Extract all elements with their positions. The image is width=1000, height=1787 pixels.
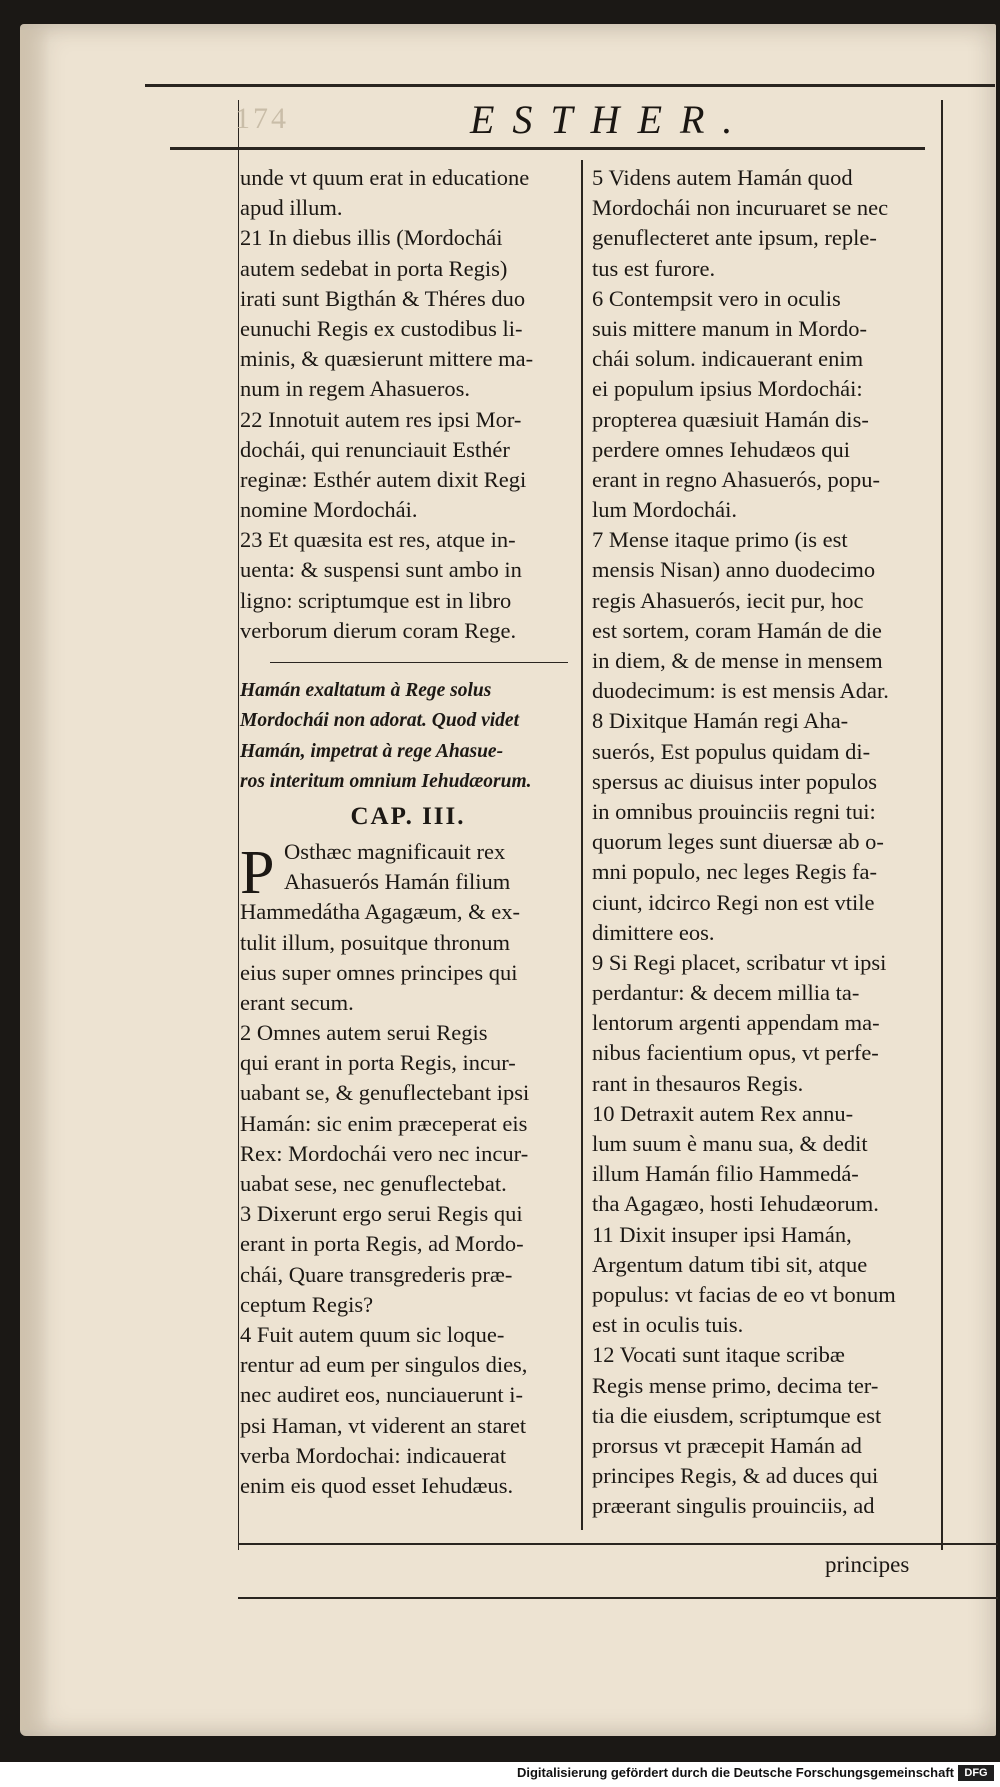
text-line: tus est furore. [592, 255, 716, 281]
chapter-summary-line: Hamán exaltatum à Rege solus [240, 680, 492, 702]
left-margin-rule [238, 100, 239, 1550]
text-line: 21 In diebus illis (Mordochái [240, 225, 503, 251]
catchword-rule [238, 1597, 998, 1599]
text-line: est sortem, coram Hamán de die [592, 617, 882, 643]
text-line: lum Mordochái. [592, 497, 737, 523]
text-line: nec audiret eos, nunciauerunt i- [240, 1382, 524, 1408]
text-line: 8 Dixitque Hamán regi Aha- [592, 708, 849, 734]
text-line: genuflecteret ante ipsum, reple- [592, 225, 877, 251]
text-line: mensis Nisan) anno duodecimo [592, 557, 876, 583]
text-line: nomine Mordochái. [240, 497, 418, 523]
text-line: ei populum ipsius Mordochái: [592, 376, 863, 402]
text-line: est in oculis tuis. [592, 1312, 744, 1338]
text-line: in omnibus prouinciis regni tui: [592, 798, 876, 824]
column-divider [581, 160, 583, 1530]
chapter-summary-line: Mordochái non adorat. Quod videt [240, 710, 519, 732]
text-line: uenta: & suspensi sunt ambo in [240, 557, 522, 583]
text-line: in diem, & de mense in mensem [592, 648, 883, 673]
text-line: quorum leges sunt diuersæ ab o- [592, 829, 884, 855]
text-line: Mordochái non incuruaret se nec [592, 195, 889, 221]
page-number: 174 [235, 102, 289, 135]
text-line: autem sedebat in porta Regis) [240, 255, 508, 281]
text-line: ligno: scriptumque est in libro [240, 587, 512, 613]
text-line: dimittere eos. [592, 919, 715, 945]
text-line: Ahasuerós Hamán filium [284, 869, 511, 895]
footer-rule [238, 1543, 998, 1545]
text-line: chái, Quare transgrederis præ- [240, 1261, 513, 1287]
text-line: tulit illum, posuitque thronum [240, 929, 510, 955]
text-line: principes Regis, & ad duces qui [592, 1463, 879, 1489]
text-line: Hamán: sic enim præceperat eis [240, 1110, 528, 1136]
text-line: perdere omnes Iehudæos qui [592, 436, 851, 462]
text-line: 10 Detraxit autem Rex annu- [592, 1100, 854, 1126]
text-line: prorsus vt præcepit Hamán ad [592, 1432, 862, 1458]
text-line: 7 Mense itaque primo (is est [592, 527, 848, 553]
text-line: chái solum. indicauerant enim [592, 346, 864, 372]
right-column [592, 163, 937, 1521]
text-line: præerant singulis prouinciis, ad [592, 1493, 875, 1519]
chapter-summary-line: ros interitum omnium Iehudæorum. [240, 770, 532, 792]
text-line: num in regem Ahasueros. [240, 376, 470, 402]
top-rule [145, 84, 995, 87]
text-line: suerós, Est populus quidam di- [592, 738, 871, 764]
text-line: erant secum. [240, 989, 354, 1015]
text-line: 11 Dixit insuper ipsi Hamán, [592, 1221, 852, 1247]
text-line: 22 Innotuit autem res ipsi Mor- [240, 406, 522, 432]
text-line: perdantur: & decem millia ta- [592, 980, 860, 1006]
text-line: rant in thesauros Regis. [592, 1070, 804, 1096]
text-line: unde vt quum erat in educatione [240, 165, 530, 190]
text-line: ciunt, idcirco Regi non est vtile [592, 889, 875, 915]
text-line: verba Mordochai: indicauerat [240, 1442, 507, 1468]
text-line: Regis mense primo, decima ter- [592, 1372, 879, 1398]
text-line: rentur ad eum per singulos dies, [240, 1352, 528, 1378]
text-line: 3 Dixerunt ergo serui Regis qui [240, 1201, 523, 1227]
text-line: mni populo, nec leges Regis fa- [592, 859, 877, 885]
text-line: lum suum è manu sua, & dedit [592, 1131, 868, 1156]
funding-credit: Digitalisierung gefördert durch die Deutsche Forschungsgemeinschaft [516, 1765, 954, 1780]
text-line: 23 Et quæsita est res, atque in- [240, 527, 516, 553]
drop-cap: P [240, 838, 275, 907]
header-rule [170, 147, 925, 150]
chapter-summary-line: Hamán, impetrat à rege Ahasue- [240, 740, 504, 762]
page-gutter-shadow [20, 30, 50, 1730]
text-line: erant in porta Regis, ad Mordo- [240, 1231, 524, 1257]
text-line: dochái, qui renunciauit Esthér [240, 436, 510, 462]
catchword: principes [825, 1552, 910, 1577]
text-line: eius super omnes principes qui [240, 959, 518, 985]
text-line: duodecimum: is est mensis Adar. [592, 678, 889, 704]
text-line: propterea quæsiuit Hamán dis- [592, 406, 869, 432]
text-line: lentorum argenti appendam ma- [592, 1010, 880, 1036]
text-line: tha Agagæo, hosti Iehudæorum. [592, 1191, 879, 1217]
text-line: apud illum. [240, 195, 343, 221]
right-margin-rule [941, 100, 943, 1550]
running-head: ESTHER. [470, 97, 751, 142]
text-line: erant in regno Ahasuerós, popu- [592, 466, 881, 492]
text-line: 6 Contempsit vero in oculis [592, 285, 841, 311]
text-line: regis Ahasuerós, iecit pur, hoc [592, 587, 864, 613]
text-line: 5 Videns autem Hamán quod [592, 165, 853, 190]
text-line: nibus facientium opus, vt perfe- [592, 1040, 879, 1066]
text-line: verborum dierum coram Rege. [240, 617, 517, 643]
text-line: ceptum Regis? [240, 1291, 374, 1317]
text-line: irati sunt Bigthán & Théres duo [240, 285, 526, 311]
text-line: psi Haman, vt viderent an staret [240, 1412, 527, 1438]
text-line: reginæ: Esthér autem dixit Regi [240, 466, 527, 492]
text-line: Hammedátha Agagæum, & ex- [240, 899, 520, 925]
text-line: suis mittere manum in Mordo- [592, 315, 867, 341]
summary-rule [240, 646, 576, 676]
text-line: Argentum datum tibi sit, atque [592, 1251, 868, 1277]
text-line: qui erant in porta Regis, incur- [240, 1050, 516, 1076]
text-line: uabant se, & genuflectebant ipsi [240, 1080, 530, 1106]
text-line: 9 Si Regi placet, scribatur vt ipsi [592, 949, 887, 975]
text-line: 12 Vocati sunt itaque scribæ [592, 1342, 845, 1368]
chapter-first-line-text: Osthæc magnificauit rex [284, 838, 506, 864]
chapter-heading: CAP. III. [350, 802, 466, 830]
text-line: tia die eiusdem, scriptumque est [592, 1402, 882, 1428]
text-line: spersus ac diuisus inter populos [592, 768, 877, 794]
text-line: minis, & quæsierunt mittere ma- [240, 346, 534, 372]
text-line: 2 Omnes autem serui Regis [240, 1020, 488, 1046]
text-line: illum Hamán filio Hammedá- [592, 1161, 859, 1187]
dfg-logo: DFG [958, 1765, 994, 1781]
text-line: eunuchi Regis ex custodibus li- [240, 315, 523, 341]
text-line: uabat sese, nec genuflectebat. [240, 1171, 507, 1196]
text-line: populus: vt facias de eo vt bonum [592, 1281, 896, 1307]
left-column [240, 163, 576, 1501]
text-line: 4 Fuit autem quum sic loque- [240, 1321, 505, 1347]
text-line: Rex: Mordochái vero nec incur- [240, 1140, 529, 1166]
text-line: enim eis quod esset Iehudæus. [240, 1472, 514, 1498]
